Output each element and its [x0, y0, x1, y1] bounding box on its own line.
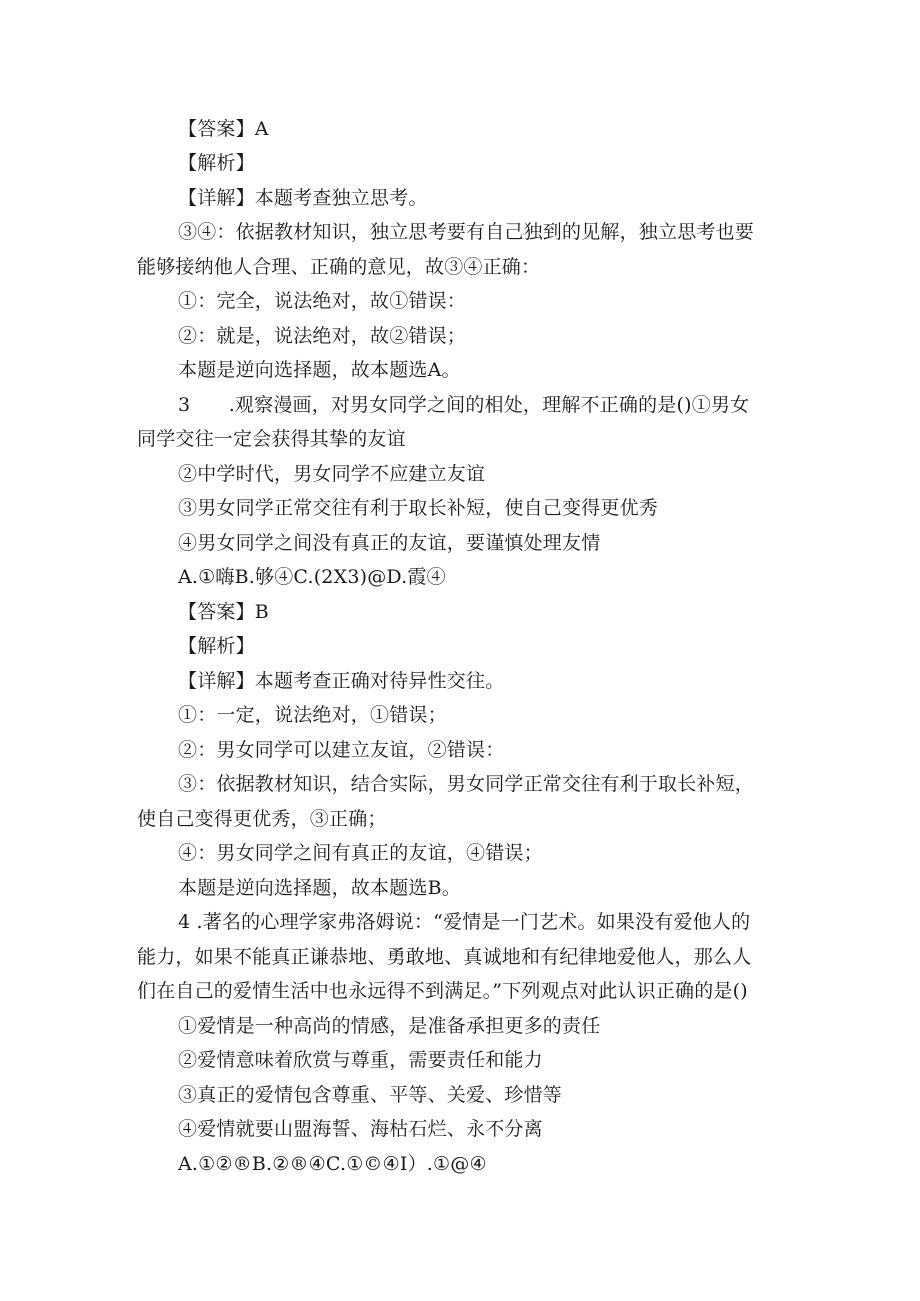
q2-conclusion: 本题是逆向选择题，故本题选A。: [178, 359, 461, 381]
q3-stem-line2: 同学交往一定会获得其挚的友谊: [137, 428, 406, 450]
q2-answer: 【答案】A: [178, 118, 269, 140]
q3-explanation-item3-line1: ③：依据教材知识，结合实际，男女同学正常交往有利于取长补短，: [178, 773, 755, 795]
q2-detail: 【详解】本题考查独立思考。: [178, 187, 428, 209]
q2-explanation-line2: 能够接纳他人合理、正确的意见，故③④正确：: [137, 256, 541, 278]
q2-explanation-item1: ①：完全，说法绝对，故①错误：: [178, 290, 467, 312]
q3-option-4: ④男女同学之间没有真正的友谊，要谨慎处理友情: [178, 532, 601, 554]
q4-option-3: ③真正的爱情包含尊重、平等、关爱、珍惜等: [178, 1084, 563, 1106]
q2-analysis-heading: 【解析】: [178, 152, 255, 174]
q2-explanation-item2: ②：就是，说法绝对，故②错误；: [178, 325, 467, 347]
q4-choices: A.①②®B.②®④C.①©④I）.①@④: [178, 1153, 487, 1175]
q4-stem-line3: 们在自己的爱情生活中也永远得不到满足。”下列观点对此认识正确的是(): [137, 980, 748, 1002]
q3-conclusion: 本题是逆向选择题，故本题选B。: [178, 877, 461, 899]
q3-explanation-item3-line2: 使自己变得更优秀，③正确；: [137, 808, 387, 830]
q3-option-3: ③男女同学正常交往有利于取长补短，使自己变得更优秀: [178, 497, 659, 519]
q4-stem-line1: 4 .著名的心理学家弗洛姆说：“爱情是一门艺术。如果没有爱他人的: [178, 911, 751, 933]
q3-explanation-item4: ④：男女同学之间有真正的友谊，④错误；: [178, 842, 543, 864]
q3-detail: 【详解】本题考查正确对待异性交往。: [178, 670, 505, 692]
q3-explanation-item1: ①：一定，说法绝对，①错误；: [178, 704, 447, 726]
q3-stem-line1: 3 .观察漫画，对男女同学之间的相处，理解不正确的是()①男女: [178, 394, 750, 416]
q3-analysis-heading: 【解析】: [178, 635, 255, 657]
q4-option-4: ④爱情就要山盟海誓、海枯石烂、永不分离: [178, 1118, 543, 1140]
q3-option-2: ②中学时代，男女同学不应建立友谊: [178, 463, 486, 485]
q3-answer: 【答案】B: [178, 601, 269, 623]
q2-explanation-line1: ③④：依据教材知识，独立思考要有自己独到的见解，独立思考也要: [178, 221, 755, 243]
q3-explanation-item2: ②：男女同学可以建立友谊，②错误：: [178, 739, 505, 761]
q4-option-2: ②爱情意味着欣赏与尊重，需要责任和能力: [178, 1049, 543, 1071]
q3-choices: A.①嗨B.够④C.(2X3)@D.霞④: [178, 566, 446, 588]
q4-stem-line2: 能力，如果不能真正谦恭地、勇敢地、真诚地和有纪律地爱他人，那么人: [137, 946, 752, 968]
q4-option-1: ①爱情是一种高尚的情感，是准备承担更多的责任: [178, 1015, 601, 1037]
